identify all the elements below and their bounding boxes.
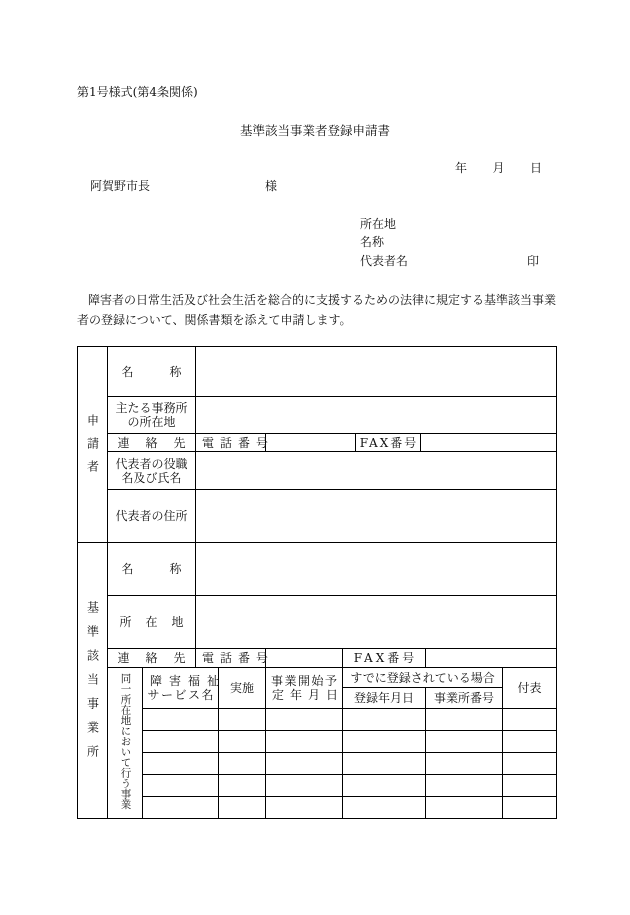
representative-title-value: [196, 452, 557, 490]
services-header-row: [78, 668, 557, 688]
facility-section-label: 基準該当事業所: [85, 601, 100, 769]
applicant-office-address-label-cell: [108, 397, 196, 434]
facility-number-cell: [426, 797, 503, 819]
facility-number-cell: [426, 709, 503, 731]
start-date-header-line: 定年月日: [272, 688, 345, 702]
services-row: [78, 709, 557, 731]
facility-number-cell: [426, 775, 503, 797]
start-date-cell: [266, 775, 343, 797]
representative-title-label-cell: [108, 452, 196, 490]
already-registered-header: [343, 668, 503, 688]
applicant-phone-label-cell: [196, 434, 275, 452]
applicant-fax-value: [421, 434, 557, 452]
already-registered-header-label: すでに登録されている場合: [350, 670, 495, 685]
start-date-cell: [266, 797, 343, 819]
facility-number-header-label: 事業所番号: [434, 691, 495, 705]
implemented-header-label: 実施: [230, 681, 255, 695]
service-name-cell: [143, 731, 219, 753]
applicant-fax-label-cell: [356, 434, 421, 452]
facility-address-value: [196, 596, 557, 649]
service-name-header-line: サービス名: [147, 688, 216, 702]
attachment-cell: [503, 731, 557, 753]
facility-contact-label-cell: [108, 649, 196, 668]
facility-section-label-cell: [78, 543, 108, 819]
facility-fax-label: FAX番号: [353, 651, 418, 665]
registration-date-cell: [343, 797, 426, 819]
facility-section-table: [77, 542, 557, 819]
applicant-section-table: [77, 346, 557, 543]
facility-fax-label-cell: [343, 649, 426, 668]
registration-date-header-label: 登録年月日: [354, 691, 415, 705]
facility-address-row: [78, 596, 557, 649]
start-date-header: [266, 668, 343, 709]
representative-address-value: [196, 490, 557, 543]
facility-contact-row: [78, 649, 557, 668]
same-location-services-label: 同一所在地において行う事業: [119, 673, 132, 810]
service-name-cell: [143, 775, 219, 797]
service-name-cell: [143, 797, 219, 819]
facility-name-value: [196, 543, 557, 596]
addressee-honorific: 様: [265, 179, 278, 193]
signature-representative-label: 代表者名: [360, 254, 409, 268]
signature-address-label: 所在地: [360, 217, 397, 231]
applicant-phone-label: 電話番号: [202, 435, 275, 450]
services-row: [78, 797, 557, 819]
attachment-cell: [503, 753, 557, 775]
services-row: [78, 753, 557, 775]
implemented-cell: [219, 753, 266, 775]
facility-number-cell: [426, 731, 503, 753]
document-title: 基準該当事業者登録申請書: [239, 123, 390, 138]
same-location-services-label-cell: [108, 668, 143, 819]
applicant-name-label: 名 称: [121, 364, 186, 379]
implemented-cell: [219, 731, 266, 753]
attachment-cell: [503, 775, 557, 797]
applicant-contact-label-cell: [108, 434, 196, 452]
attachment-cell: [503, 709, 557, 731]
start-date-cell: [266, 753, 343, 775]
applicant-name-label-cell: [108, 347, 196, 397]
facility-phone-value: [266, 649, 343, 668]
facility-number-cell: [426, 753, 503, 775]
registration-date-cell: [343, 709, 426, 731]
facility-address-label: 所 在 地: [119, 615, 185, 629]
applicant-section-label: 申請者: [85, 414, 100, 483]
applicant-name-row: [78, 347, 557, 397]
signature-name-label: 名称: [360, 235, 385, 249]
representative-address-label-cell: [108, 490, 196, 543]
seal-mark: 印: [527, 254, 540, 268]
applicant-phone-value: [266, 434, 356, 452]
start-date-cell: [266, 709, 343, 731]
service-name-header: [143, 668, 227, 709]
applicant-contact-row: [78, 434, 557, 452]
registration-date-header: [343, 688, 426, 709]
applicant-office-address-label-line: の所在地: [127, 415, 176, 429]
applicant-office-address-value: [196, 397, 557, 434]
facility-name-label-cell: [108, 543, 196, 596]
facility-name-label: 名 称: [121, 562, 186, 576]
facility-phone-label: 電話番号: [202, 651, 275, 665]
representative-title-label-line: 代表者の役職: [115, 456, 188, 471]
applicant-office-address-label-line: 主たる事務所: [115, 401, 188, 415]
start-date-cell: [266, 731, 343, 753]
services-row: [78, 775, 557, 797]
attachment-header-label: 付表: [517, 681, 542, 695]
applicant-office-address-row: [78, 397, 557, 434]
applicant-name-value: [196, 347, 557, 397]
representative-address-row: [78, 490, 557, 543]
implemented-cell: [219, 797, 266, 819]
attachment-cell: [503, 797, 557, 819]
addressee: 阿賀野市長: [90, 179, 151, 193]
service-name-cell: [143, 709, 219, 731]
facility-contact-label: 連 絡 先: [117, 651, 188, 665]
facility-fax-value: [426, 649, 557, 668]
facility-phone-label-cell: [196, 649, 275, 668]
date-line: 年 月 日: [455, 161, 543, 175]
representative-title-row: [78, 452, 557, 490]
implemented-cell: [219, 709, 266, 731]
application-form-table: [77, 346, 557, 819]
applicant-contact-label: 連 絡 先: [117, 435, 188, 450]
implemented-cell: [219, 775, 266, 797]
form-number: 第1号様式(第4条関係): [77, 85, 198, 99]
registration-date-cell: [343, 753, 426, 775]
services-row: [78, 731, 557, 753]
registration-date-cell: [343, 731, 426, 753]
facility-address-label-cell: [108, 596, 196, 649]
application-statement: 障害者の日常生活及び社会生活を総合的に支援するための法律に規定する基準該当事業者の登録について、関係書類を添えて申請します。: [77, 293, 557, 327]
facility-name-row: [78, 543, 557, 596]
start-date-header-line: 事業開始予: [271, 674, 339, 688]
attachment-header: [503, 668, 557, 709]
facility-number-header: [426, 688, 503, 709]
service-name-header-line: 障害福祉: [150, 674, 227, 688]
registration-date-cell: [343, 775, 426, 797]
representative-title-label-line: 名及び氏名: [121, 470, 182, 485]
applicant-fax-label: FAX番号: [359, 435, 419, 450]
service-name-cell: [143, 753, 219, 775]
applicant-section-label-cell: [78, 347, 108, 543]
representative-address-label: 代表者の住所: [115, 509, 188, 523]
